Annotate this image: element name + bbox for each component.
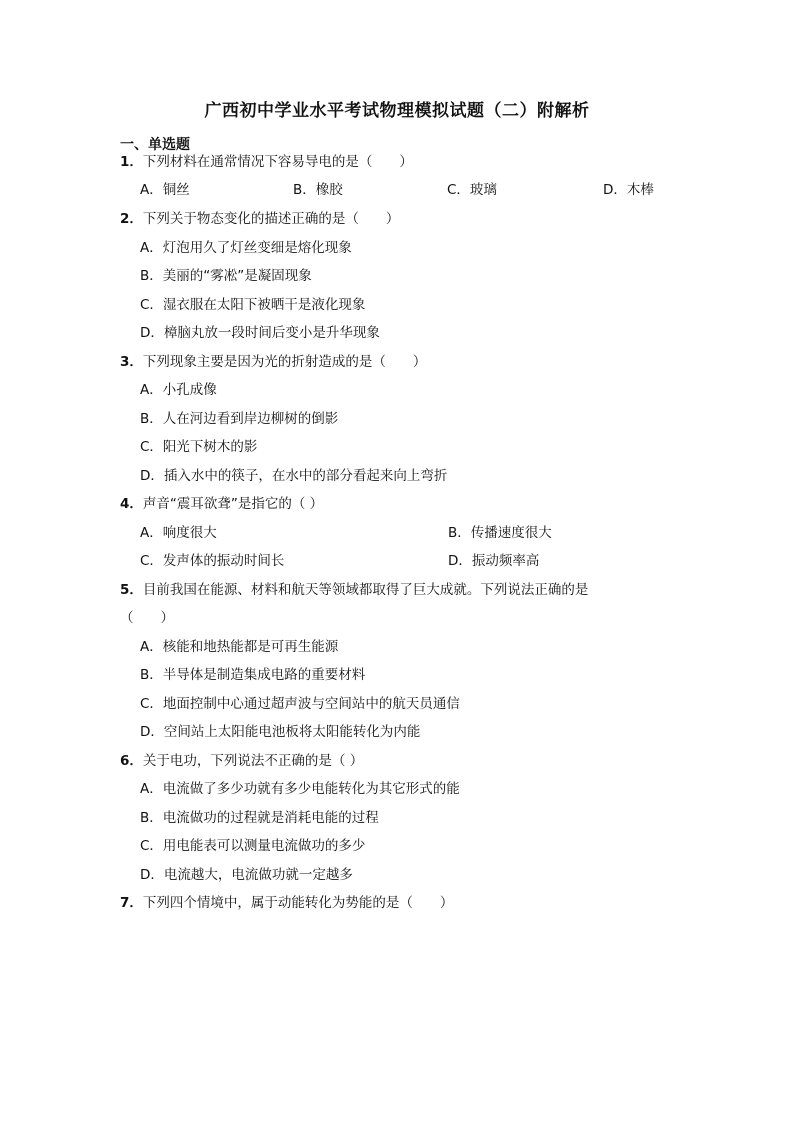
option-2c: C．湿衣服在太阳下被晒干是液化现象 [140, 297, 366, 313]
section-heading: 一、单选题 [120, 137, 190, 153]
option-1b: B．橡胶 [293, 182, 343, 198]
question-number: 5． [120, 582, 143, 598]
question-number: 3． [120, 354, 143, 370]
option-4c: C．发声体的振动时间长 [140, 553, 285, 569]
option-3d: D．插入水中的筷子，在水中的部分看起来向上弯折 [140, 468, 448, 484]
question-number: 7． [120, 895, 143, 911]
option-4a: A．响度很大 [140, 525, 217, 541]
option-2d: D．樟脑丸放一段时间后变小是升华现象 [140, 325, 380, 341]
question-text: 下列现象主要是因为光的折射造成的是（ ） [142, 354, 427, 370]
option-2a: A．灯泡用久了灯丝变细是熔化现象 [140, 240, 352, 256]
question-number: 1． [120, 154, 143, 170]
question-3 [120, 353, 426, 371]
option-5d: D．空间站上太阳能电池板将太阳能转化为内能 [140, 724, 421, 740]
question-2 [120, 210, 399, 228]
question-5-continuation: （ ） [120, 610, 174, 626]
option-6d: D．电流越大，电流做功就一定越多 [140, 867, 353, 883]
question-text: 下列关于物态变化的描述正确的是（ ） [142, 211, 400, 227]
option-1d: D．木棒 [603, 182, 654, 198]
question-6 [120, 752, 363, 770]
question-number: 2． [120, 211, 143, 227]
question-text: 目前我国在能源、材料和航天等领域都取得了巨大成就。下列说法正确的是 [142, 582, 589, 598]
option-3a: A．小孔成像 [140, 382, 217, 398]
question-text: 下列材料在通常情况下容易导电的是（ ） [142, 154, 413, 170]
question-7 [120, 894, 453, 912]
question-text: 声音“震耳欲聋”是指它的（ ） [142, 496, 324, 512]
option-3b: B．人在河边看到岸边柳树的倒影 [140, 411, 339, 427]
question-4 [120, 495, 323, 513]
option-5c: C．地面控制中心通过超声波与空间站中的航天员通信 [140, 696, 460, 712]
option-5b: B．半导体是制造集成电路的重要材料 [140, 667, 366, 683]
question-5 [120, 581, 588, 599]
option-1a: A．铜丝 [140, 182, 190, 198]
question-text: 关于电功，下列说法不正确的是（ ） [142, 753, 364, 769]
option-3c: C．阳光下树木的影 [140, 439, 258, 455]
option-4b: B．传播速度很大 [448, 525, 552, 541]
option-6a: A．电流做了多少功就有多少电能转化为其它形式的能 [140, 781, 460, 797]
option-1c: C．玻璃 [447, 182, 497, 198]
option-2b: B．美丽的“雾凇”是凝固现象 [140, 268, 312, 284]
question-1 [120, 153, 413, 171]
option-4d: D．振动频率高 [448, 553, 540, 569]
option-5a: A．核能和地热能都是可再生能源 [140, 639, 339, 655]
option-6b: B．电流做功的过程就是消耗电能的过程 [140, 810, 379, 826]
question-text: 下列四个情境中，属于动能转化为势能的是（ ） [142, 895, 454, 911]
page-title: 广西初中学业水平考试物理模拟试题（二）附解析 [204, 101, 590, 121]
question-number: 4． [120, 496, 143, 512]
option-6c: C．用电能表可以测量电流做功的多少 [140, 838, 366, 854]
question-number: 6． [120, 753, 143, 769]
